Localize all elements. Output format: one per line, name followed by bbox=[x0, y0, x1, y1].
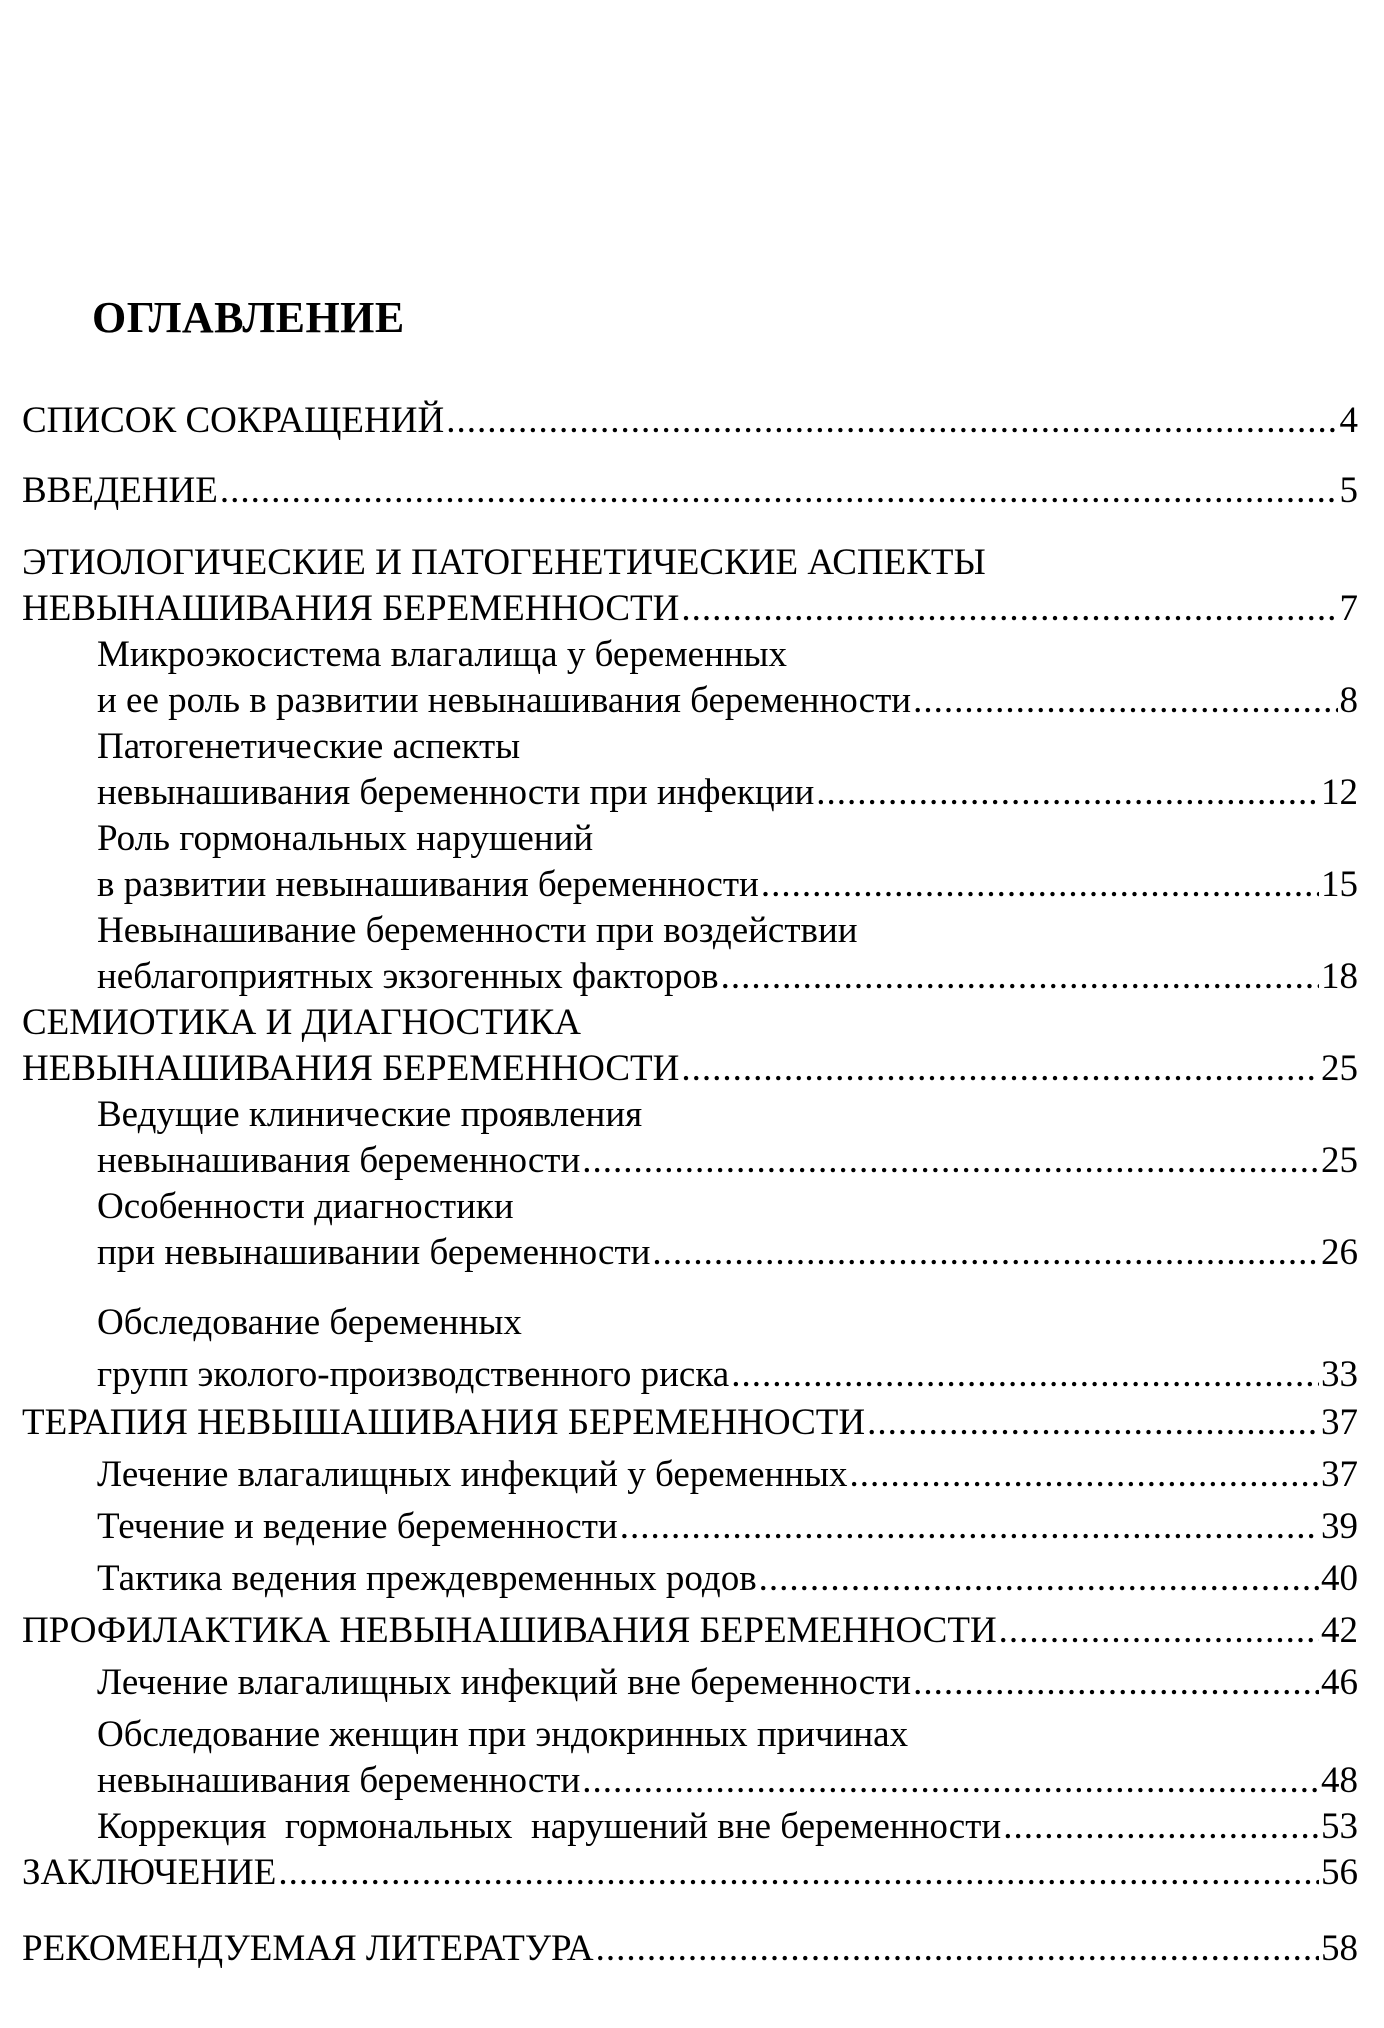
toc-subentry-pregnancy-course[interactable] bbox=[22, 1504, 1358, 1550]
toc-page-number: 12 bbox=[1321, 772, 1358, 813]
toc-page-number: 25 bbox=[1321, 1140, 1358, 1181]
toc-entry-title: Лечение влагалищных инфекций у беременных bbox=[97, 1454, 848, 1495]
toc-entry-etiology[interactable] bbox=[22, 540, 1358, 632]
toc-page-number: 42 bbox=[1321, 1610, 1358, 1651]
toc-page-number: 48 bbox=[1321, 1760, 1358, 1801]
toc-entry-title-cont: невынашивания беременности bbox=[97, 1140, 581, 1181]
toc-page-number: 25 bbox=[1321, 1048, 1358, 1089]
dot-leader bbox=[1003, 1804, 1319, 1850]
toc-subentry-infection-outside[interactable] bbox=[22, 1660, 1358, 1706]
toc-page-number: 33 bbox=[1321, 1354, 1358, 1395]
toc-entry-title: Течение и ведение беременности bbox=[97, 1506, 618, 1547]
dot-leader bbox=[816, 770, 1319, 816]
toc-entry-title: Тактика ведения преждевременных родов bbox=[97, 1558, 757, 1599]
toc-entry-title-cont: НЕВЫНАШИВАНИЯ БЕРЕМЕННОСТИ bbox=[22, 1048, 680, 1089]
toc-entry-title: ЗАКЛЮЧЕНИЕ bbox=[22, 1852, 277, 1893]
toc-entry-title-cont: НЕВЫНАШИВАНИЯ БЕРЕМЕННОСТИ bbox=[22, 588, 680, 629]
toc-entry-title: СЕМИОТИКА И ДИАГНОСТИКА bbox=[22, 1002, 581, 1043]
table-of-contents bbox=[22, 398, 1358, 1972]
toc-entry-title-cont: невынашивания беременности при инфекции bbox=[97, 772, 815, 813]
toc-title: ОГЛАВЛЕНИЕ bbox=[92, 293, 405, 342]
toc-entry-title: РЕКОМЕНДУЕМАЯ ЛИТЕРАТУРА bbox=[22, 1928, 594, 1969]
dot-leader bbox=[278, 1850, 1319, 1896]
toc-page-number: 40 bbox=[1321, 1558, 1358, 1599]
dot-leader bbox=[867, 1400, 1319, 1446]
toc-entry-introduction[interactable] bbox=[22, 468, 1358, 514]
dot-leader bbox=[759, 1556, 1319, 1602]
toc-entry-title: Роль гормональных нарушений bbox=[97, 818, 594, 859]
dot-leader bbox=[652, 1230, 1319, 1276]
toc-page-number: 56 bbox=[1321, 1852, 1358, 1893]
toc-entry-title-cont: групп эколого-производственного риска bbox=[97, 1354, 730, 1395]
toc-subentry-hormonal-correction[interactable] bbox=[22, 1804, 1358, 1850]
toc-entry-title: ЭТИОЛОГИЧЕСКИЕ И ПАТОГЕНЕТИЧЕСКИЕ АСПЕКТЫ bbox=[22, 542, 986, 583]
toc-entry-title: СПИСОК СОКРАЩЕНИЙ bbox=[22, 400, 445, 441]
toc-entry-title-cont: неблагоприятных экзогенных факторов bbox=[97, 956, 719, 997]
dot-leader bbox=[721, 954, 1319, 1000]
toc-entry-conclusion[interactable] bbox=[22, 1850, 1358, 1896]
dot-leader bbox=[731, 1352, 1319, 1398]
toc-entry-title: ВВЕДЕНИЕ bbox=[22, 470, 218, 511]
toc-subentry-clinical[interactable] bbox=[22, 1092, 1358, 1184]
dot-leader bbox=[681, 586, 1337, 632]
dot-leader bbox=[849, 1452, 1319, 1498]
toc-page-number: 18 bbox=[1321, 956, 1358, 997]
toc-entry-title-cont: при невынашивании беременности bbox=[97, 1232, 651, 1273]
toc-entry-title: Невынашивание беременности при воздействии bbox=[97, 910, 858, 951]
toc-entry-title: Патогенетические аспекты bbox=[97, 726, 521, 767]
toc-subentry-microecosystem[interactable] bbox=[22, 632, 1358, 724]
toc-entry-title: Особенности диагностики bbox=[97, 1186, 514, 1227]
toc-subentry-hormonal[interactable] bbox=[22, 816, 1358, 908]
toc-entry-title: Коррекция гормональных нарушений вне беременности bbox=[97, 1806, 1002, 1847]
toc-entry-literature[interactable] bbox=[22, 1926, 1358, 1972]
dot-leader bbox=[761, 862, 1319, 908]
toc-page-number: 37 bbox=[1321, 1402, 1358, 1443]
toc-page-number: 5 bbox=[1339, 470, 1358, 511]
toc-entry-title: Обследование беременных bbox=[97, 1302, 522, 1343]
toc-subentry-infection-treatment[interactable] bbox=[22, 1452, 1358, 1498]
toc-entry-title: ПРОФИЛАКТИКА НЕВЫНАШИВАНИЯ БЕРЕМЕННОСТИ bbox=[22, 1610, 997, 1651]
toc-entry-title: Обследование женщин при эндокринных причинах bbox=[97, 1714, 909, 1755]
dot-leader bbox=[582, 1758, 1319, 1804]
toc-entry-title: ТЕРАПИЯ НЕВЫШАШИВАНИЯ БЕРЕМЕННОСТИ bbox=[22, 1402, 866, 1443]
dot-leader bbox=[913, 1660, 1319, 1706]
toc-subentry-exogenous[interactable] bbox=[22, 908, 1358, 1000]
toc-page-number: 58 bbox=[1321, 1928, 1358, 1969]
dot-leader bbox=[681, 1046, 1319, 1092]
toc-subentry-pathogenetic[interactable] bbox=[22, 724, 1358, 816]
dot-leader bbox=[582, 1138, 1319, 1184]
toc-entry-title-cont: в развитии невынашивания беременности bbox=[97, 864, 759, 905]
toc-page-number: 53 bbox=[1321, 1806, 1358, 1847]
toc-subentry-endocrine-exam[interactable] bbox=[22, 1712, 1358, 1804]
dot-leader bbox=[596, 1926, 1319, 1972]
toc-entry-semiotics[interactable] bbox=[22, 1000, 1358, 1092]
toc-entry-title-cont: и ее роль в развитии невынашивания беременности bbox=[97, 680, 912, 721]
dot-leader bbox=[446, 398, 1337, 444]
toc-entry-title: Лечение влагалищных инфекций вне беременности bbox=[97, 1662, 912, 1703]
toc-page-number: 26 bbox=[1321, 1232, 1358, 1273]
toc-entry-therapy[interactable] bbox=[22, 1400, 1358, 1446]
toc-entry-title-cont: невынашивания беременности bbox=[97, 1760, 581, 1801]
toc-page-number: 15 bbox=[1321, 864, 1358, 905]
toc-page-number: 46 bbox=[1321, 1662, 1358, 1703]
toc-subentry-examination[interactable] bbox=[22, 1300, 1358, 1398]
dot-leader bbox=[999, 1608, 1319, 1654]
dot-leader bbox=[913, 678, 1337, 724]
toc-entry-abbreviations[interactable] bbox=[22, 398, 1358, 444]
toc-page-number: 37 bbox=[1321, 1454, 1358, 1495]
toc-page-number: 7 bbox=[1339, 588, 1358, 629]
toc-entry-title: Ведущие клинические проявления bbox=[97, 1094, 643, 1135]
toc-page-number: 4 bbox=[1339, 400, 1358, 441]
dot-leader bbox=[620, 1504, 1319, 1550]
toc-entry-prevention[interactable] bbox=[22, 1608, 1358, 1654]
dot-leader bbox=[220, 468, 1338, 514]
toc-subentry-diagnostics[interactable] bbox=[22, 1184, 1358, 1276]
toc-page-number: 8 bbox=[1339, 680, 1358, 721]
toc-subentry-preterm-tactics[interactable] bbox=[22, 1556, 1358, 1602]
toc-page-number: 39 bbox=[1321, 1506, 1358, 1547]
toc-entry-title: Микроэкосистема влагалища у беременных bbox=[97, 634, 788, 675]
